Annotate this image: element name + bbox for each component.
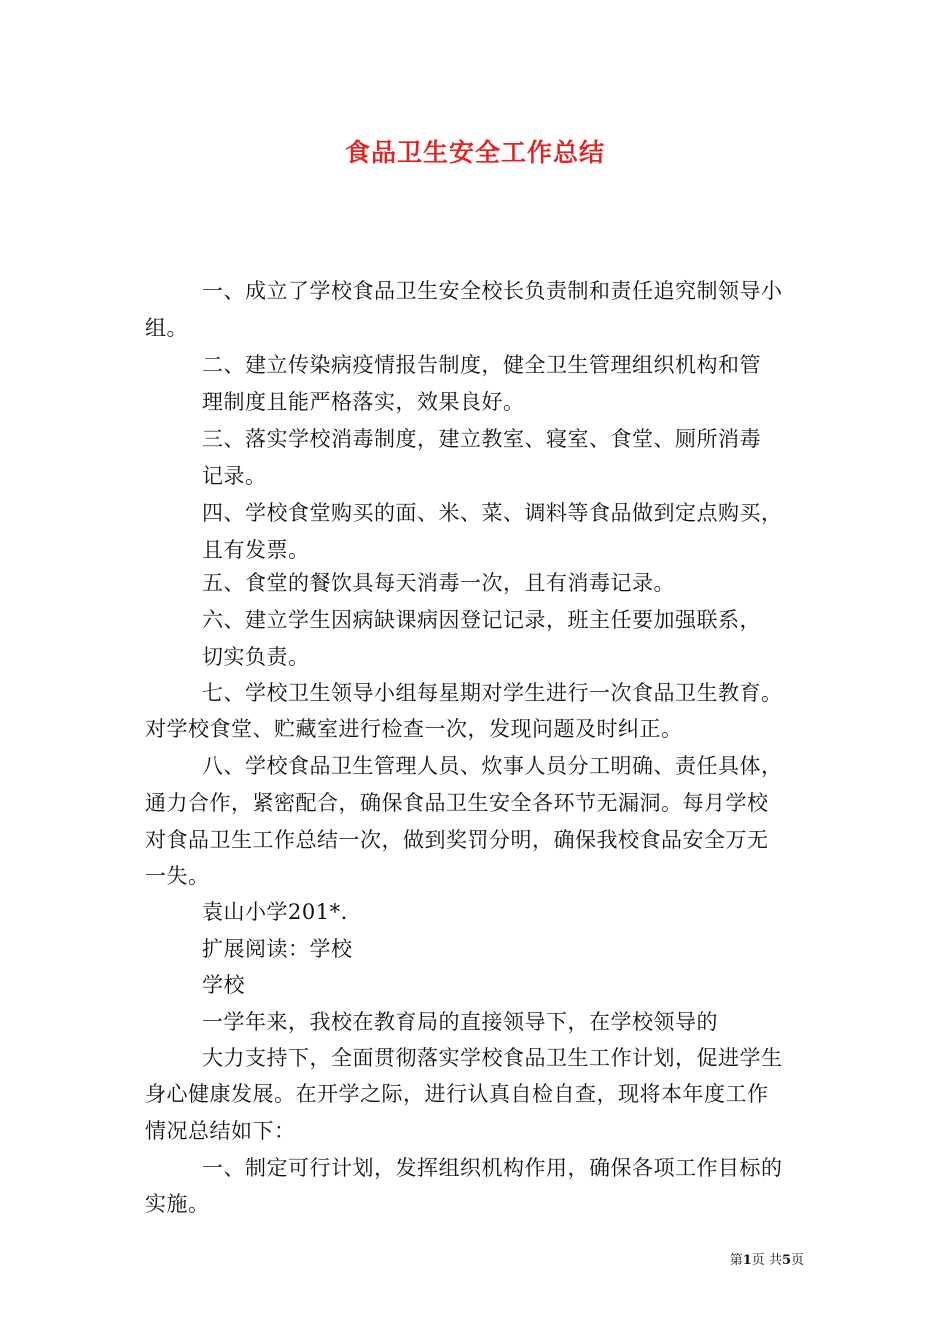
body-line: 组。 <box>145 316 188 340</box>
page-number <box>730 1249 804 1268</box>
page-prefix: 第 <box>729 1253 743 1268</box>
body-line: 记录。 <box>202 464 267 488</box>
body-line: 切实负责。 <box>202 645 310 669</box>
body-line: 八、学校食品卫生管理人员、炊事人员分工明确、责任具体， <box>202 754 783 778</box>
body-line: 理制度且能严格落实，效果良好。 <box>202 390 525 414</box>
body-line: 且有发票。 <box>202 538 310 562</box>
body-line: 七、学校卫生领导小组每星期对学生进行一次食品卫生教育。 <box>202 681 783 705</box>
body-line: 情况总结如下： <box>145 1119 296 1143</box>
body-line: 二、建立传染病疫情报告制度，健全卫生管理组织机构和管 <box>202 353 761 377</box>
body-line: 对食品卫生工作总结一次，做到奖罚分明，确保我校食品安全万无 <box>145 828 769 852</box>
body-line: 袁山小学201*. <box>202 900 348 924</box>
body-line: 一失。 <box>145 864 210 888</box>
body-line: 大力支持下，全面贯彻落实学校食品卫生工作计划，促进学生 <box>202 1046 783 1070</box>
body-line: 通力合作，紧密配合，确保食品卫生安全各环节无漏洞。每月学校 <box>145 791 769 815</box>
body-line: 一、制定可行计划，发挥组织机构作用，确保各项工作目标的 <box>202 1156 783 1180</box>
body-line: 四、学校食堂购买的面、米、菜、调料等食品做到定点购买， <box>202 501 783 525</box>
body-line: 身心健康发展。在开学之际，进行认真自检自查，现将本年度工作 <box>145 1082 769 1106</box>
page-suffix: 页 <box>790 1253 804 1268</box>
body-line: 实施。 <box>145 1192 210 1216</box>
body-line: 一学年来，我校在教育局的直接领导下，在学校领导的 <box>202 1010 718 1034</box>
body-line: 三、落实学校消毒制度，建立教室、寝室、食堂、厕所消毒 <box>202 427 761 451</box>
total-pages: 5 <box>781 1253 791 1268</box>
body-line: 一、成立了学校食品卫生安全校长负责制和责任追究制领导小 <box>202 279 783 303</box>
page-middle: 页 共 <box>751 1253 782 1268</box>
document-title: 食品卫生安全工作总结 <box>344 138 605 167</box>
body-line: 五、食堂的餐饮具每天消毒一次，且有消毒记录。 <box>202 571 675 595</box>
current-page: 1 <box>742 1253 752 1268</box>
body-line: 对学校食堂、贮藏室进行检查一次，发现问题及时纠正。 <box>145 717 683 741</box>
body-line: 扩展阅读：学校 <box>202 937 353 961</box>
body-line: 学校 <box>202 973 245 997</box>
body-line: 六、建立学生因病缺课病因登记记录，班主任要加强联系， <box>202 608 761 632</box>
